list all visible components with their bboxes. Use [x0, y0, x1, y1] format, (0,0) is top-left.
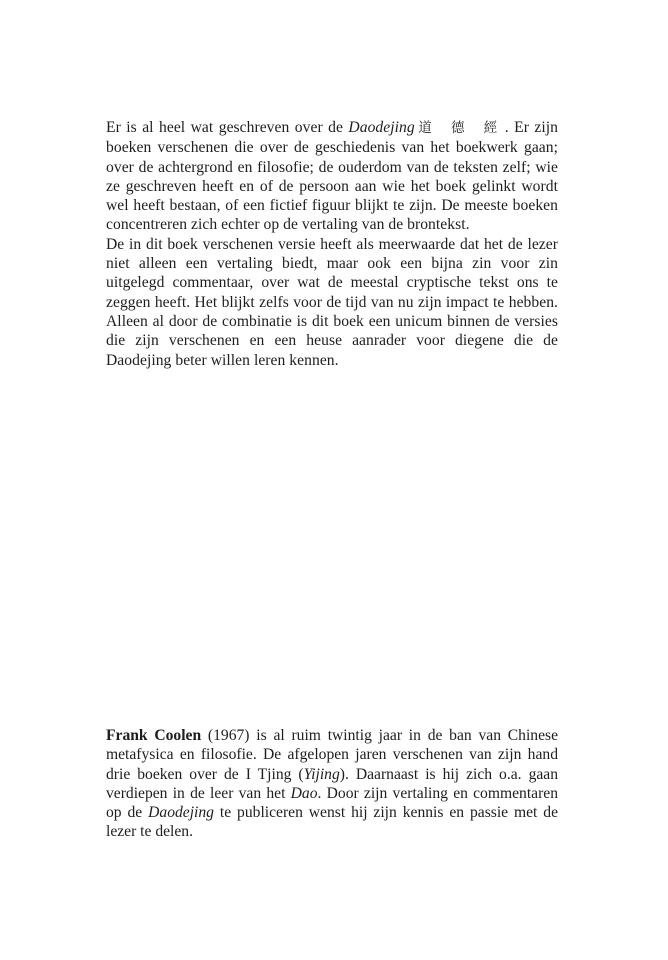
blurb-p1-rest: . Er zijn boeken verschenen die over de geschiedenis van het boekwerk gaan; over de achtergrond en filosofie; de ouderdom van de teksten zelf; wie ze geschreven heeft en of de persoon aan wie het boek gelinkt wordt wel heeft bestaan, of een fictief figuur blijkt te zijn. De meeste boeken concentreren zich echter op de vertaling van de brontekst.: [106, 119, 558, 234]
blurb-paragraph-2: De in dit boek verschenen versie heeft als meerwaarde dat het de lezer niet alleen een vertaling biedt, maar ook een bijna zin voor zin uitgelegd commentaar, over wat de meestal cryptische tekst ons te zeggen heeft. Het blijkt zelfs voor de tijd van nu zijn impact te hebben. Alleen al door de combinatie is dit boek een unicum binnen de versies die zijn verschenen en een heuse aanrader voor diegene die de Daodejing beter willen leren kennen.: [106, 235, 558, 369]
blurb-p1-intro: Er is al heel wat geschreven over de: [106, 119, 349, 136]
blurb-text: [106, 118, 558, 370]
bio-dao: Dao: [290, 784, 318, 802]
bio-part-4: te publiceren wenst hij zijn kennis en passie met de lezer te delen.: [106, 804, 559, 841]
blurb-p1-chinese-title: 道 德 經: [416, 120, 505, 136]
author-bio: [106, 726, 558, 842]
blurb-p1-book-title: Daodejing: [348, 119, 415, 136]
bio-daodejing: Daodejing: [148, 804, 214, 822]
bio-part-3: . Door zijn vertaling en commentaren op de: [106, 784, 559, 822]
blurb-paragraph-1: [106, 118, 558, 235]
author-name: Frank Coolen: [106, 727, 202, 744]
author-bio-paragraph: [106, 726, 558, 842]
bio-yijing: Yijing: [303, 765, 340, 783]
bio-part-1: (1967) is al ruim twintig jaar in de ban van Chinese metafysica en filosofie. De afgelopen jaren verschenen van zijn hand drie boeken over de I Tjing (: [106, 727, 558, 783]
bio-part-2: ). Daarnaast is hij zich o.a. gaan verdiepen in de leer van het: [106, 765, 559, 802]
